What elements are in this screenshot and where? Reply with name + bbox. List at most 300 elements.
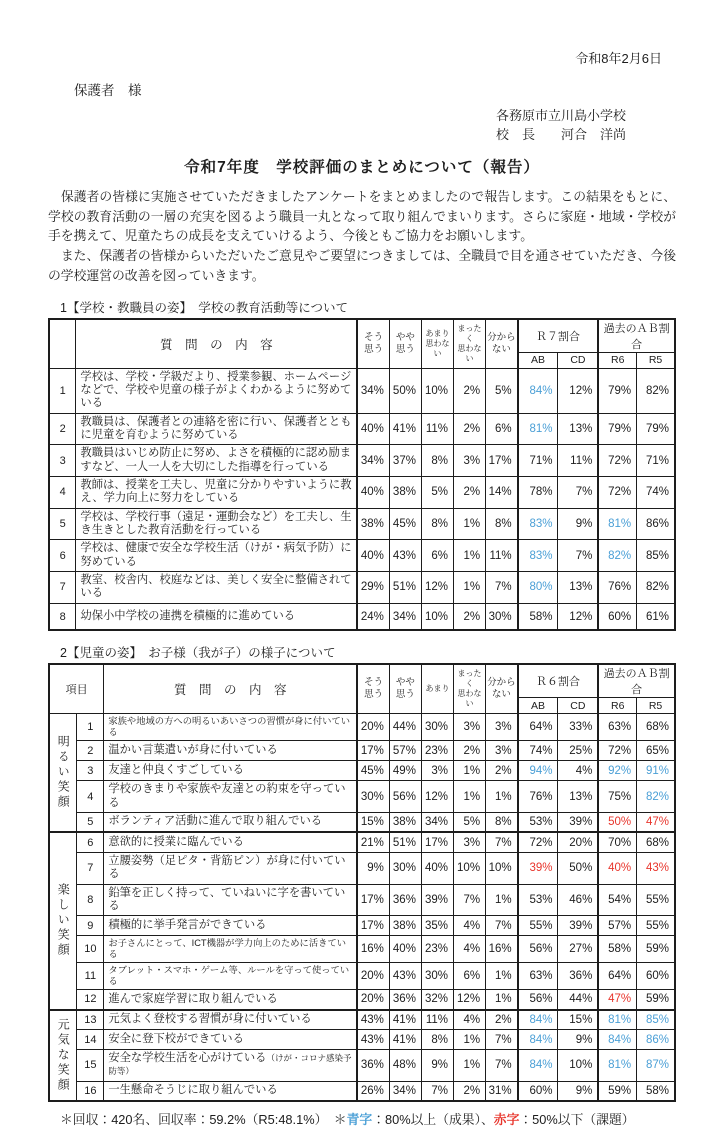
value-cell: 46% (558, 884, 598, 916)
row-number: 6 (77, 832, 104, 852)
footer-response-stats: ＊回収：420名、回収率：59.2%（R5:48.1%） ＊ (60, 1112, 347, 1128)
value-cell: 30% (421, 714, 453, 741)
question-text: 家族や地域の方への明るいあいさつの習慣が身に付いている (104, 714, 358, 741)
question-text: 教職員はいじめ防止に努め、よさを積極的に認め励ますなど、一人一人を大切にした指導を行っている (76, 445, 357, 477)
value-cell: 48% (389, 1050, 421, 1082)
table-row (49, 714, 675, 741)
value-cell: 1% (454, 1050, 486, 1082)
table-row (49, 936, 675, 963)
value-cell: 11% (486, 540, 518, 572)
question-text: 学校は、学校行事（遠足・運動会など）を工夫し、生き生きとした教育活動を行っている (76, 508, 357, 540)
value-cell: 12% (421, 572, 453, 604)
value-cell: 61% (637, 603, 675, 630)
intro-paragraph-1: 保護者の皆様に実施させていただきましたアンケートをまとめましたので報告します。この結果をもとに、学校の教育活動の一層の充実を図るよう職員一丸となって取り組んでまいります。さらに家庭・地域・学校が手を携えて、児童たちの成長を支えていけるよう、今後ともご協力をお願いします。 (48, 188, 676, 244)
value-cell: 82% (637, 781, 675, 813)
value-cell: 30% (357, 781, 389, 813)
answer-header-agree: そう 思う (357, 664, 389, 714)
value-cell: 4% (558, 761, 598, 781)
value-cell: 4% (454, 1010, 486, 1030)
value-cell: 2% (454, 368, 486, 413)
r6-subheader: R6 (598, 352, 636, 368)
value-cell: 9% (558, 1030, 598, 1050)
value-cell: 53% (518, 884, 558, 916)
value-cell: 68% (637, 714, 675, 741)
footer-red-legend: 赤字 (493, 1112, 520, 1128)
value-cell: 9% (558, 1081, 598, 1101)
value-cell: 2% (486, 761, 518, 781)
value-cell: 59% (598, 1081, 636, 1101)
row-number: 2 (77, 741, 104, 761)
r6-ratio-header: Ｒ６割合 (518, 664, 599, 698)
value-cell: 16% (357, 936, 389, 963)
value-cell: 43% (389, 963, 421, 990)
value-cell: 57% (389, 741, 421, 761)
value-cell: 45% (357, 761, 389, 781)
value-cell: 85% (637, 540, 675, 572)
row-number: 1 (77, 714, 104, 741)
value-cell: 16% (486, 936, 518, 963)
question-text: 学校は、健康で安全な学校生活（けが・病気予防）に努めている (76, 540, 357, 572)
value-cell: 94% (518, 761, 558, 781)
value-cell: 7% (486, 572, 518, 604)
question-text: お子さんにとって、ICT機器が学力向上のために活きている (104, 936, 358, 963)
value-cell: 15% (558, 1010, 598, 1030)
value-cell: 64% (518, 714, 558, 741)
table-row (49, 445, 675, 477)
table-row (49, 990, 675, 1010)
value-cell: 11% (421, 1010, 453, 1030)
value-cell: 51% (389, 572, 421, 604)
group-label (49, 714, 77, 833)
row-number: 6 (49, 540, 76, 572)
value-cell: 17% (486, 445, 518, 477)
value-cell: 43% (357, 1010, 389, 1030)
value-cell: 49% (389, 761, 421, 781)
value-cell: 31% (486, 1081, 518, 1101)
document-date: 令和8年2月6日 (575, 51, 662, 66)
item-column-header: 項目 (49, 664, 104, 714)
value-cell: 82% (598, 540, 636, 572)
value-cell: 85% (637, 1010, 675, 1030)
group-label-text: 明るい笑顔 (56, 735, 71, 811)
group-label (49, 1010, 77, 1102)
value-cell: 6% (486, 413, 518, 445)
value-cell: 7% (454, 884, 486, 916)
table-row (49, 603, 675, 630)
value-cell: 37% (389, 445, 421, 477)
table-row (49, 963, 675, 990)
value-cell: 43% (389, 540, 421, 572)
value-cell: 40% (389, 936, 421, 963)
value-cell: 7% (486, 916, 518, 936)
question-text: 鉛筆を正しく持って、ていねいに字を書いている (104, 884, 358, 916)
value-cell: 36% (389, 990, 421, 1010)
value-cell: 59% (637, 936, 675, 963)
row-number: 11 (77, 963, 104, 990)
value-cell: 80% (518, 572, 558, 604)
school-name: 各務原市立川島小学校 (496, 108, 627, 123)
value-cell: 8% (486, 508, 518, 540)
question-text: 教職員は、保護者との連絡を密に行い、保護者とともに児童を育むように努めている (76, 413, 357, 445)
row-number-header (49, 319, 76, 369)
value-cell: 3% (454, 445, 486, 477)
question-text: 幼保小中学校の連携を積極的に進めている (76, 603, 357, 630)
cd-subheader: CD (558, 352, 598, 368)
value-cell: 41% (389, 1010, 421, 1030)
value-cell: 43% (637, 852, 675, 884)
r7-ratio-header: Ｒ７割合 (518, 319, 599, 353)
value-cell: 57% (598, 916, 636, 936)
value-cell: 75% (598, 781, 636, 813)
page-title: 令和7年度 学校評価のまとめについて（報告） (184, 158, 540, 176)
value-cell: 6% (454, 963, 486, 990)
value-cell: 81% (598, 1050, 636, 1082)
value-cell: 78% (518, 477, 558, 509)
value-cell: 84% (518, 1030, 558, 1050)
value-cell: 1% (486, 781, 518, 813)
value-cell: 86% (637, 1030, 675, 1050)
value-cell: 17% (421, 832, 453, 852)
value-cell: 1% (454, 540, 486, 572)
table-row (49, 761, 675, 781)
value-cell: 70% (598, 832, 636, 852)
value-cell: 20% (357, 990, 389, 1010)
value-cell: 79% (637, 413, 675, 445)
answer-header-dont-know: 分から ない (486, 664, 518, 714)
group-label (49, 832, 77, 1009)
value-cell: 34% (389, 1081, 421, 1101)
value-cell: 13% (558, 413, 598, 445)
value-cell: 81% (598, 1010, 636, 1030)
r5-subheader: R5 (637, 352, 675, 368)
question-column-header: 質 問 の 内 容 (76, 319, 357, 369)
value-cell: 7% (486, 1050, 518, 1082)
value-cell: 38% (389, 916, 421, 936)
value-cell: 30% (389, 852, 421, 884)
value-cell: 21% (357, 832, 389, 852)
value-cell: 60% (598, 603, 636, 630)
value-cell: 84% (598, 1030, 636, 1050)
value-cell: 10% (421, 603, 453, 630)
value-cell: 1% (454, 781, 486, 813)
table-row (49, 852, 675, 884)
question-text: タブレット・スマホ・ゲーム等、ルールを守って使っている (104, 963, 358, 990)
value-cell: 5% (454, 812, 486, 832)
value-cell: 13% (558, 781, 598, 813)
value-cell: 1% (454, 761, 486, 781)
value-cell: 82% (637, 368, 675, 413)
value-cell: 7% (486, 832, 518, 852)
question-text: 温かい言葉遣いが身に付いている (104, 741, 358, 761)
value-cell: 3% (486, 714, 518, 741)
principal-name: 校 長 河合 洋尚 (496, 126, 627, 142)
value-cell: 2% (454, 413, 486, 445)
value-cell: 9% (421, 1050, 453, 1082)
footer-note: ＊回収：420名、回収率：59.2%（R5:48.1%） ＊青字：80%以上（成果）、赤字：50%以下（課題） (60, 1112, 635, 1128)
question-text: 学校は、学校・学級だより、授業参観、ホームページなどで、学校や児童の様子がよくわかるように努めている (76, 368, 357, 413)
value-cell: 32% (421, 990, 453, 1010)
row-number: 4 (49, 477, 76, 509)
value-cell: 12% (558, 603, 598, 630)
value-cell: 14% (486, 477, 518, 509)
value-cell: 92% (598, 761, 636, 781)
table-row (49, 508, 675, 540)
value-cell: 5% (486, 368, 518, 413)
table-row (49, 540, 675, 572)
row-number: 15 (77, 1050, 104, 1082)
value-cell: 84% (518, 1010, 558, 1030)
question-text: 立腰姿勢（足ピタ・背筋ピン）が身に付いている (104, 852, 358, 884)
value-cell: 81% (518, 413, 558, 445)
value-cell: 72% (598, 477, 636, 509)
value-cell: 83% (518, 508, 558, 540)
past-ab-ratio-header: 過去のＡＢ割合 (598, 664, 675, 698)
question-text: 安全に登下校ができている (104, 1030, 358, 1050)
value-cell: 39% (558, 916, 598, 936)
value-cell: 65% (637, 741, 675, 761)
value-cell: 63% (598, 714, 636, 741)
row-number: 3 (49, 445, 76, 477)
r5-subheader: R5 (637, 698, 675, 714)
value-cell: 7% (558, 540, 598, 572)
value-cell: 10% (454, 852, 486, 884)
table-row (49, 884, 675, 916)
value-cell: 58% (637, 1081, 675, 1101)
table-row (49, 741, 675, 761)
row-number: 7 (49, 572, 76, 604)
value-cell: 10% (558, 1050, 598, 1082)
value-cell: 26% (357, 1081, 389, 1101)
table2-title: 2【児童の姿】 お子様（我が子）の様子について (60, 646, 336, 661)
row-number: 5 (77, 812, 104, 832)
value-cell: 11% (421, 413, 453, 445)
question-text: 教室、校舎内、校庭などは、美しく安全に整備されている (76, 572, 357, 604)
value-cell: 47% (637, 812, 675, 832)
value-cell: 39% (558, 812, 598, 832)
value-cell: 40% (357, 477, 389, 509)
value-cell: 47% (598, 990, 636, 1010)
value-cell: 36% (558, 963, 598, 990)
value-cell: 87% (637, 1050, 675, 1082)
row-number: 5 (49, 508, 76, 540)
value-cell: 8% (421, 445, 453, 477)
value-cell: 58% (518, 603, 558, 630)
value-cell: 15% (357, 812, 389, 832)
value-cell: 34% (421, 812, 453, 832)
answer-header-dont-know: 分から ない (486, 319, 518, 369)
table-row (49, 1050, 675, 1082)
value-cell: 20% (558, 832, 598, 852)
value-cell: 12% (558, 368, 598, 413)
value-cell: 58% (598, 936, 636, 963)
sender-block (496, 107, 676, 145)
children-evaluation-table (48, 663, 676, 1102)
row-number: 4 (77, 781, 104, 813)
row-number: 16 (77, 1081, 104, 1101)
value-cell: 34% (389, 603, 421, 630)
value-cell: 36% (357, 1050, 389, 1082)
value-cell: 1% (486, 884, 518, 916)
value-cell: 79% (598, 413, 636, 445)
value-cell: 38% (389, 812, 421, 832)
value-cell: 24% (357, 603, 389, 630)
value-cell: 50% (389, 368, 421, 413)
question-note: （けが・コロナ感染予防等） (108, 1053, 352, 1077)
value-cell: 2% (454, 1081, 486, 1101)
value-cell: 76% (598, 572, 636, 604)
r6-subheader: R6 (598, 698, 636, 714)
value-cell: 38% (357, 508, 389, 540)
row-number: 12 (77, 990, 104, 1010)
value-cell: 7% (558, 477, 598, 509)
table-row (49, 1010, 675, 1030)
value-cell: 39% (518, 852, 558, 884)
value-cell: 23% (421, 936, 453, 963)
value-cell: 9% (357, 852, 389, 884)
ab-subheader: AB (518, 698, 558, 714)
value-cell: 39% (421, 884, 453, 916)
value-cell: 17% (357, 884, 389, 916)
value-cell: 56% (518, 990, 558, 1010)
value-cell: 7% (421, 1081, 453, 1101)
value-cell: 84% (518, 368, 558, 413)
staff-evaluation-table (48, 318, 676, 631)
value-cell: 72% (598, 741, 636, 761)
row-number: 8 (77, 884, 104, 916)
question-text: 教師は、授業を工夫し、児童に分かりやすいように教え、学力向上に努力をしている (76, 477, 357, 509)
table-row (49, 832, 675, 852)
row-number: 10 (77, 936, 104, 963)
value-cell: 3% (486, 741, 518, 761)
value-cell: 45% (389, 508, 421, 540)
ab-subheader: AB (518, 352, 558, 368)
value-cell: 56% (389, 781, 421, 813)
value-cell: 40% (357, 540, 389, 572)
value-cell: 40% (421, 852, 453, 884)
value-cell: 23% (421, 741, 453, 761)
question-text: ボランティア活動に進んで取り組んでいる (104, 812, 358, 832)
value-cell: 9% (558, 508, 598, 540)
table-row (49, 812, 675, 832)
value-cell: 55% (637, 884, 675, 916)
row-number: 2 (49, 413, 76, 445)
value-cell: 35% (421, 916, 453, 936)
value-cell: 1% (486, 963, 518, 990)
table-row (49, 368, 675, 413)
value-cell: 41% (389, 1030, 421, 1050)
answer-header-not-really: あまり 思わない (421, 319, 453, 369)
value-cell: 10% (486, 852, 518, 884)
value-cell: 3% (454, 832, 486, 852)
value-cell: 7% (486, 1030, 518, 1050)
row-number: 14 (77, 1030, 104, 1050)
value-cell: 27% (558, 936, 598, 963)
table-row (49, 1081, 675, 1101)
value-cell: 20% (357, 963, 389, 990)
value-cell: 1% (486, 990, 518, 1010)
value-cell: 3% (454, 714, 486, 741)
question-text: 友達と仲良くすごしている (104, 761, 358, 781)
row-number: 9 (77, 916, 104, 936)
row-number: 13 (77, 1010, 104, 1030)
value-cell: 1% (454, 572, 486, 604)
value-cell: 55% (518, 916, 558, 936)
value-cell: 91% (637, 761, 675, 781)
value-cell: 72% (598, 445, 636, 477)
answer-header-not-at-all: まったく 思わない (454, 664, 486, 714)
value-cell: 20% (357, 714, 389, 741)
answer-header-agree: そう 思う (357, 319, 389, 369)
value-cell: 2% (486, 1010, 518, 1030)
value-cell: 11% (558, 445, 598, 477)
question-text: 積極的に挙手発言ができている (104, 916, 358, 936)
value-cell: 30% (421, 963, 453, 990)
value-cell: 8% (486, 812, 518, 832)
value-cell: 44% (558, 990, 598, 1010)
value-cell: 60% (637, 963, 675, 990)
value-cell: 74% (637, 477, 675, 509)
row-number: 7 (77, 852, 104, 884)
value-cell: 8% (421, 508, 453, 540)
value-cell: 53% (518, 812, 558, 832)
table-row (49, 477, 675, 509)
cd-subheader: CD (558, 698, 598, 714)
value-cell: 74% (518, 741, 558, 761)
question-text: 学校のきまりや家族や友達との約束を守っている (104, 781, 358, 813)
value-cell: 6% (421, 540, 453, 572)
group-label-text: 元気な笑顔 (56, 1017, 71, 1093)
value-cell: 44% (389, 714, 421, 741)
value-cell: 12% (454, 990, 486, 1010)
value-cell: 50% (558, 852, 598, 884)
value-cell: 25% (558, 741, 598, 761)
question-text: 意欲的に授業に臨んでいる (104, 832, 358, 852)
value-cell: 82% (637, 572, 675, 604)
value-cell: 4% (454, 936, 486, 963)
value-cell: 17% (357, 741, 389, 761)
footer-blue-legend: 青字 (346, 1112, 373, 1128)
addressee: 保護者 様 (74, 83, 142, 98)
value-cell: 56% (518, 936, 558, 963)
table-row (49, 1030, 675, 1050)
value-cell: 71% (518, 445, 558, 477)
table-row (49, 781, 675, 813)
table1-title: 1【学校・教職員の姿】 学校の教育活動等について (60, 300, 348, 315)
value-cell: 83% (518, 540, 558, 572)
value-cell: 71% (637, 445, 675, 477)
past-ab-ratio-header: 過去のＡＢ割合 (598, 319, 675, 353)
value-cell: 50% (598, 812, 636, 832)
value-cell: 1% (454, 1030, 486, 1050)
value-cell: 81% (598, 508, 636, 540)
value-cell: 12% (421, 781, 453, 813)
value-cell: 72% (518, 832, 558, 852)
table-row (49, 413, 675, 445)
value-cell: 86% (637, 508, 675, 540)
value-cell: 36% (389, 884, 421, 916)
value-cell: 10% (421, 368, 453, 413)
value-cell: 40% (357, 413, 389, 445)
value-cell: 59% (637, 990, 675, 1010)
row-number: 8 (49, 603, 76, 630)
intro-paragraph-2: また、保護者の皆様からいただいたご意見やご要望につきましては、全職員で目を通させていただき、今後の学校運営の改善を図っていきます。 (48, 248, 676, 283)
value-cell: 1% (454, 508, 486, 540)
value-cell: 40% (598, 852, 636, 884)
value-cell: 2% (454, 603, 486, 630)
value-cell: 41% (389, 413, 421, 445)
value-cell: 84% (518, 1050, 558, 1082)
table-row (49, 572, 675, 604)
